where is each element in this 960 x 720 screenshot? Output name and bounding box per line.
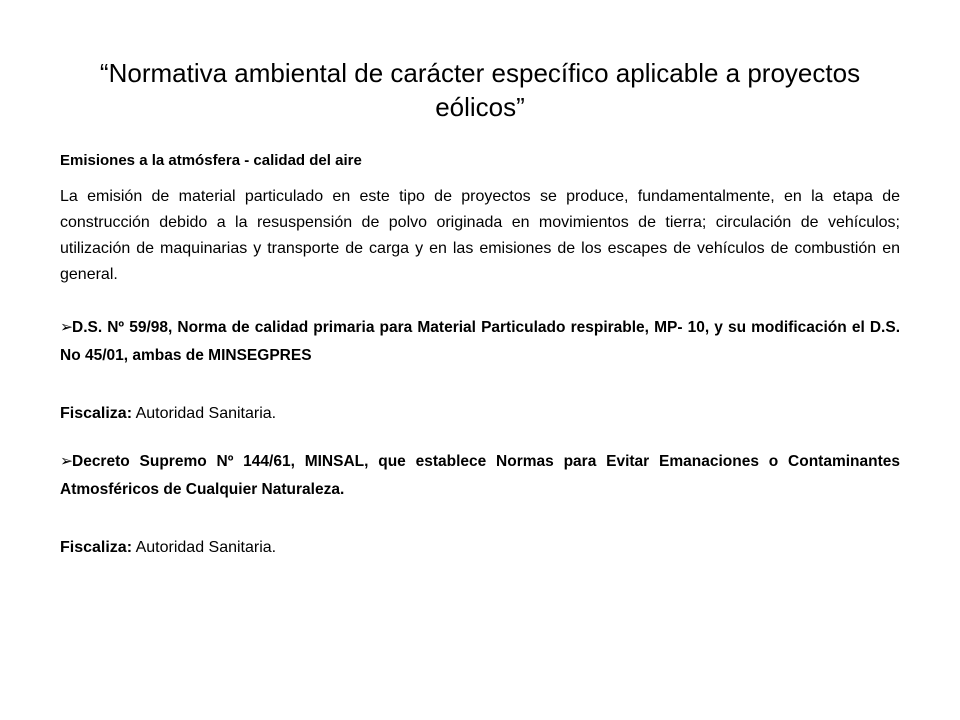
slide-title: “Normativa ambiental de carácter específico aplicable a proyectos eólicos” (99, 58, 861, 122)
arrow-bullet-icon: ➢ (60, 319, 73, 336)
regulation-item (60, 448, 900, 504)
regulation-item (60, 314, 900, 370)
enforcement-authority: Autoridad Sanitaria. (135, 539, 277, 556)
regulation-text: Decreto Supremo Nº 144/61, MINSAL, que establece Normas para Evitar Emanaciones o Contaminantes Atmosféricos de Cualquier Naturaleza. (60, 453, 900, 498)
body-paragraph: La emisión de material particulado en este tipo de proyectos se produce, fundamentalmente, en la etapa de construcción debido a la resuspensión de polvo originada en movimientos de tierra; circulación de vehículos; utilización de maquinarias y transporte de carga y en las emisiones de los escapes de vehículos de combustión en general. (60, 188, 900, 283)
enforcement-line (60, 536, 900, 560)
enforcement-line (60, 402, 900, 426)
section-heading: Emisiones a la atmósfera - calidad del aire (60, 152, 362, 169)
slide-content (60, 150, 900, 560)
enforcement-label: Fiscaliza: (60, 405, 133, 422)
enforcement-authority: Autoridad Sanitaria. (135, 405, 277, 422)
arrow-bullet-icon: ➢ (60, 453, 73, 470)
regulation-text: D.S. Nº 59/98, Norma de calidad primaria para Material Particulado respirable, MP- 10, y su modificación el D.S. No 45/01, ambas de MINSEGPRES (60, 319, 900, 364)
enforcement-label: Fiscaliza: (60, 539, 133, 556)
